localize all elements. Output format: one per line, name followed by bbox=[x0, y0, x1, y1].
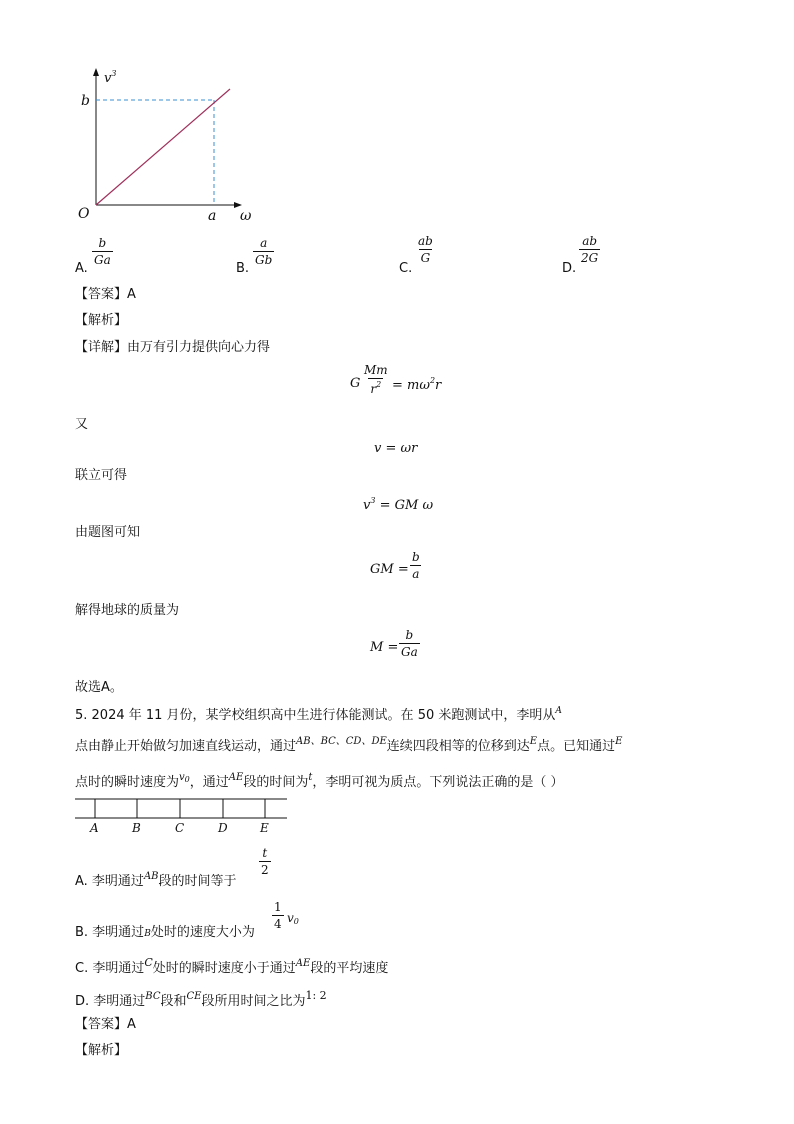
option-b-v0: $v_0$ bbox=[287, 911, 299, 926]
text-jiede: 解得地球的质量为 bbox=[75, 603, 180, 618]
track-label-a: A bbox=[90, 821, 99, 835]
proportional-line bbox=[96, 89, 230, 205]
option-letter: B. bbox=[236, 261, 250, 276]
graph-svg bbox=[70, 62, 270, 227]
eq1-rhs: = $m\omega^2r$ bbox=[392, 376, 442, 393]
q5-stem-line2: 点由静止开始做匀加速直线运动，通过$^{AB、BC、CD、DE}$连续四段相等的位移到达$^E$点。已知通过$^E$ bbox=[75, 736, 623, 754]
option-a-fraction: $\frac{t}{2}$ bbox=[261, 846, 269, 877]
option-letter: D. bbox=[562, 261, 577, 276]
text-lianli: 联立可得 bbox=[75, 468, 128, 483]
option-letter: C. bbox=[399, 261, 413, 276]
q4-analysis-heading: 【解析】 bbox=[75, 313, 128, 328]
eq5-lhs: M = bbox=[370, 640, 399, 655]
q5-answer bbox=[75, 1018, 136, 1031]
answer-value: A bbox=[127, 287, 136, 302]
q5-option-c[interactable]: C. 李明通过$^C$处时的瞬时速度小于通过$^{AE}$段的平均速度 bbox=[75, 956, 389, 976]
option-fraction: $\frac{a}{Gb}$ bbox=[255, 236, 273, 267]
text-you: 又 bbox=[75, 417, 89, 432]
track-label-d: D bbox=[218, 821, 228, 835]
q5-option-d[interactable]: D. 李明通过$^{BC}$段和$^{CE}$段所用时间之比为$^{1: 2}$ bbox=[75, 989, 327, 1009]
answer-label: 【答案】 bbox=[75, 287, 128, 302]
track-label-c: C bbox=[175, 821, 185, 835]
eq5-fraction: $\frac{b}{Ga}$ bbox=[401, 628, 418, 659]
a-label: a bbox=[208, 208, 217, 224]
eq1-fraction: $\frac{Mm}{r^2}$ bbox=[364, 363, 388, 396]
option-b-text: B. 李明通过B处时的速度大小为 bbox=[75, 925, 255, 940]
q5-stem-line3: 点时的瞬时速度为$^{v_0}$，通过$^{AE}$段的时间为$^t$，李明可视为质点。下列说法正确的是（ ） bbox=[75, 772, 564, 790]
option-a-text: A. 李明通过$^{AB}$段的时间等于 bbox=[75, 871, 237, 889]
eq4-lhs: GM = bbox=[370, 562, 409, 577]
text-youtu: 由题图可知 bbox=[75, 525, 141, 540]
text-guxuan: 故选A。 bbox=[75, 680, 123, 695]
option-fraction: $\frac{b}{Ga}$ bbox=[94, 236, 111, 267]
eq4-fraction: $\frac{b}{a}$ bbox=[412, 550, 420, 581]
equation-v-omega-r: v = ωr bbox=[374, 441, 418, 456]
option-b-fraction: $\frac{1}{4}$ bbox=[274, 900, 282, 931]
track-svg bbox=[75, 798, 290, 822]
track-label-e: E bbox=[260, 821, 269, 835]
q5-stem-line1: 5. 2024 年 11 月份，某学校组织高中生进行体能测试。在 50 米跑测试中，李明从$^A$ bbox=[75, 706, 562, 723]
option-fraction: $\frac{ab}{G}$ bbox=[418, 234, 433, 265]
q4-detail-text: 【详解】由万有引力提供向心力得 bbox=[75, 340, 271, 355]
track-diagram bbox=[75, 798, 290, 838]
q4-answer bbox=[75, 288, 136, 301]
v3-omega-graph bbox=[70, 62, 270, 227]
option-fraction: $\frac{ab}{2G}$ bbox=[581, 234, 599, 265]
answer-label: 【答案】 bbox=[75, 1017, 128, 1032]
track-label-b: B bbox=[132, 821, 141, 835]
y-axis-arrow bbox=[93, 68, 99, 76]
equation-v3: $v^3$ = GM ω bbox=[363, 496, 434, 513]
origin-label: O bbox=[78, 206, 90, 222]
q5-analysis-heading: 【解析】 bbox=[75, 1043, 128, 1058]
x-axis-label: ω bbox=[240, 208, 252, 224]
answer-value: A bbox=[127, 1017, 136, 1032]
eq1-G: G bbox=[350, 376, 361, 391]
y-axis-label: $v^3$ bbox=[104, 69, 117, 86]
option-letter: A. bbox=[75, 261, 88, 276]
b-label: b bbox=[81, 93, 90, 109]
